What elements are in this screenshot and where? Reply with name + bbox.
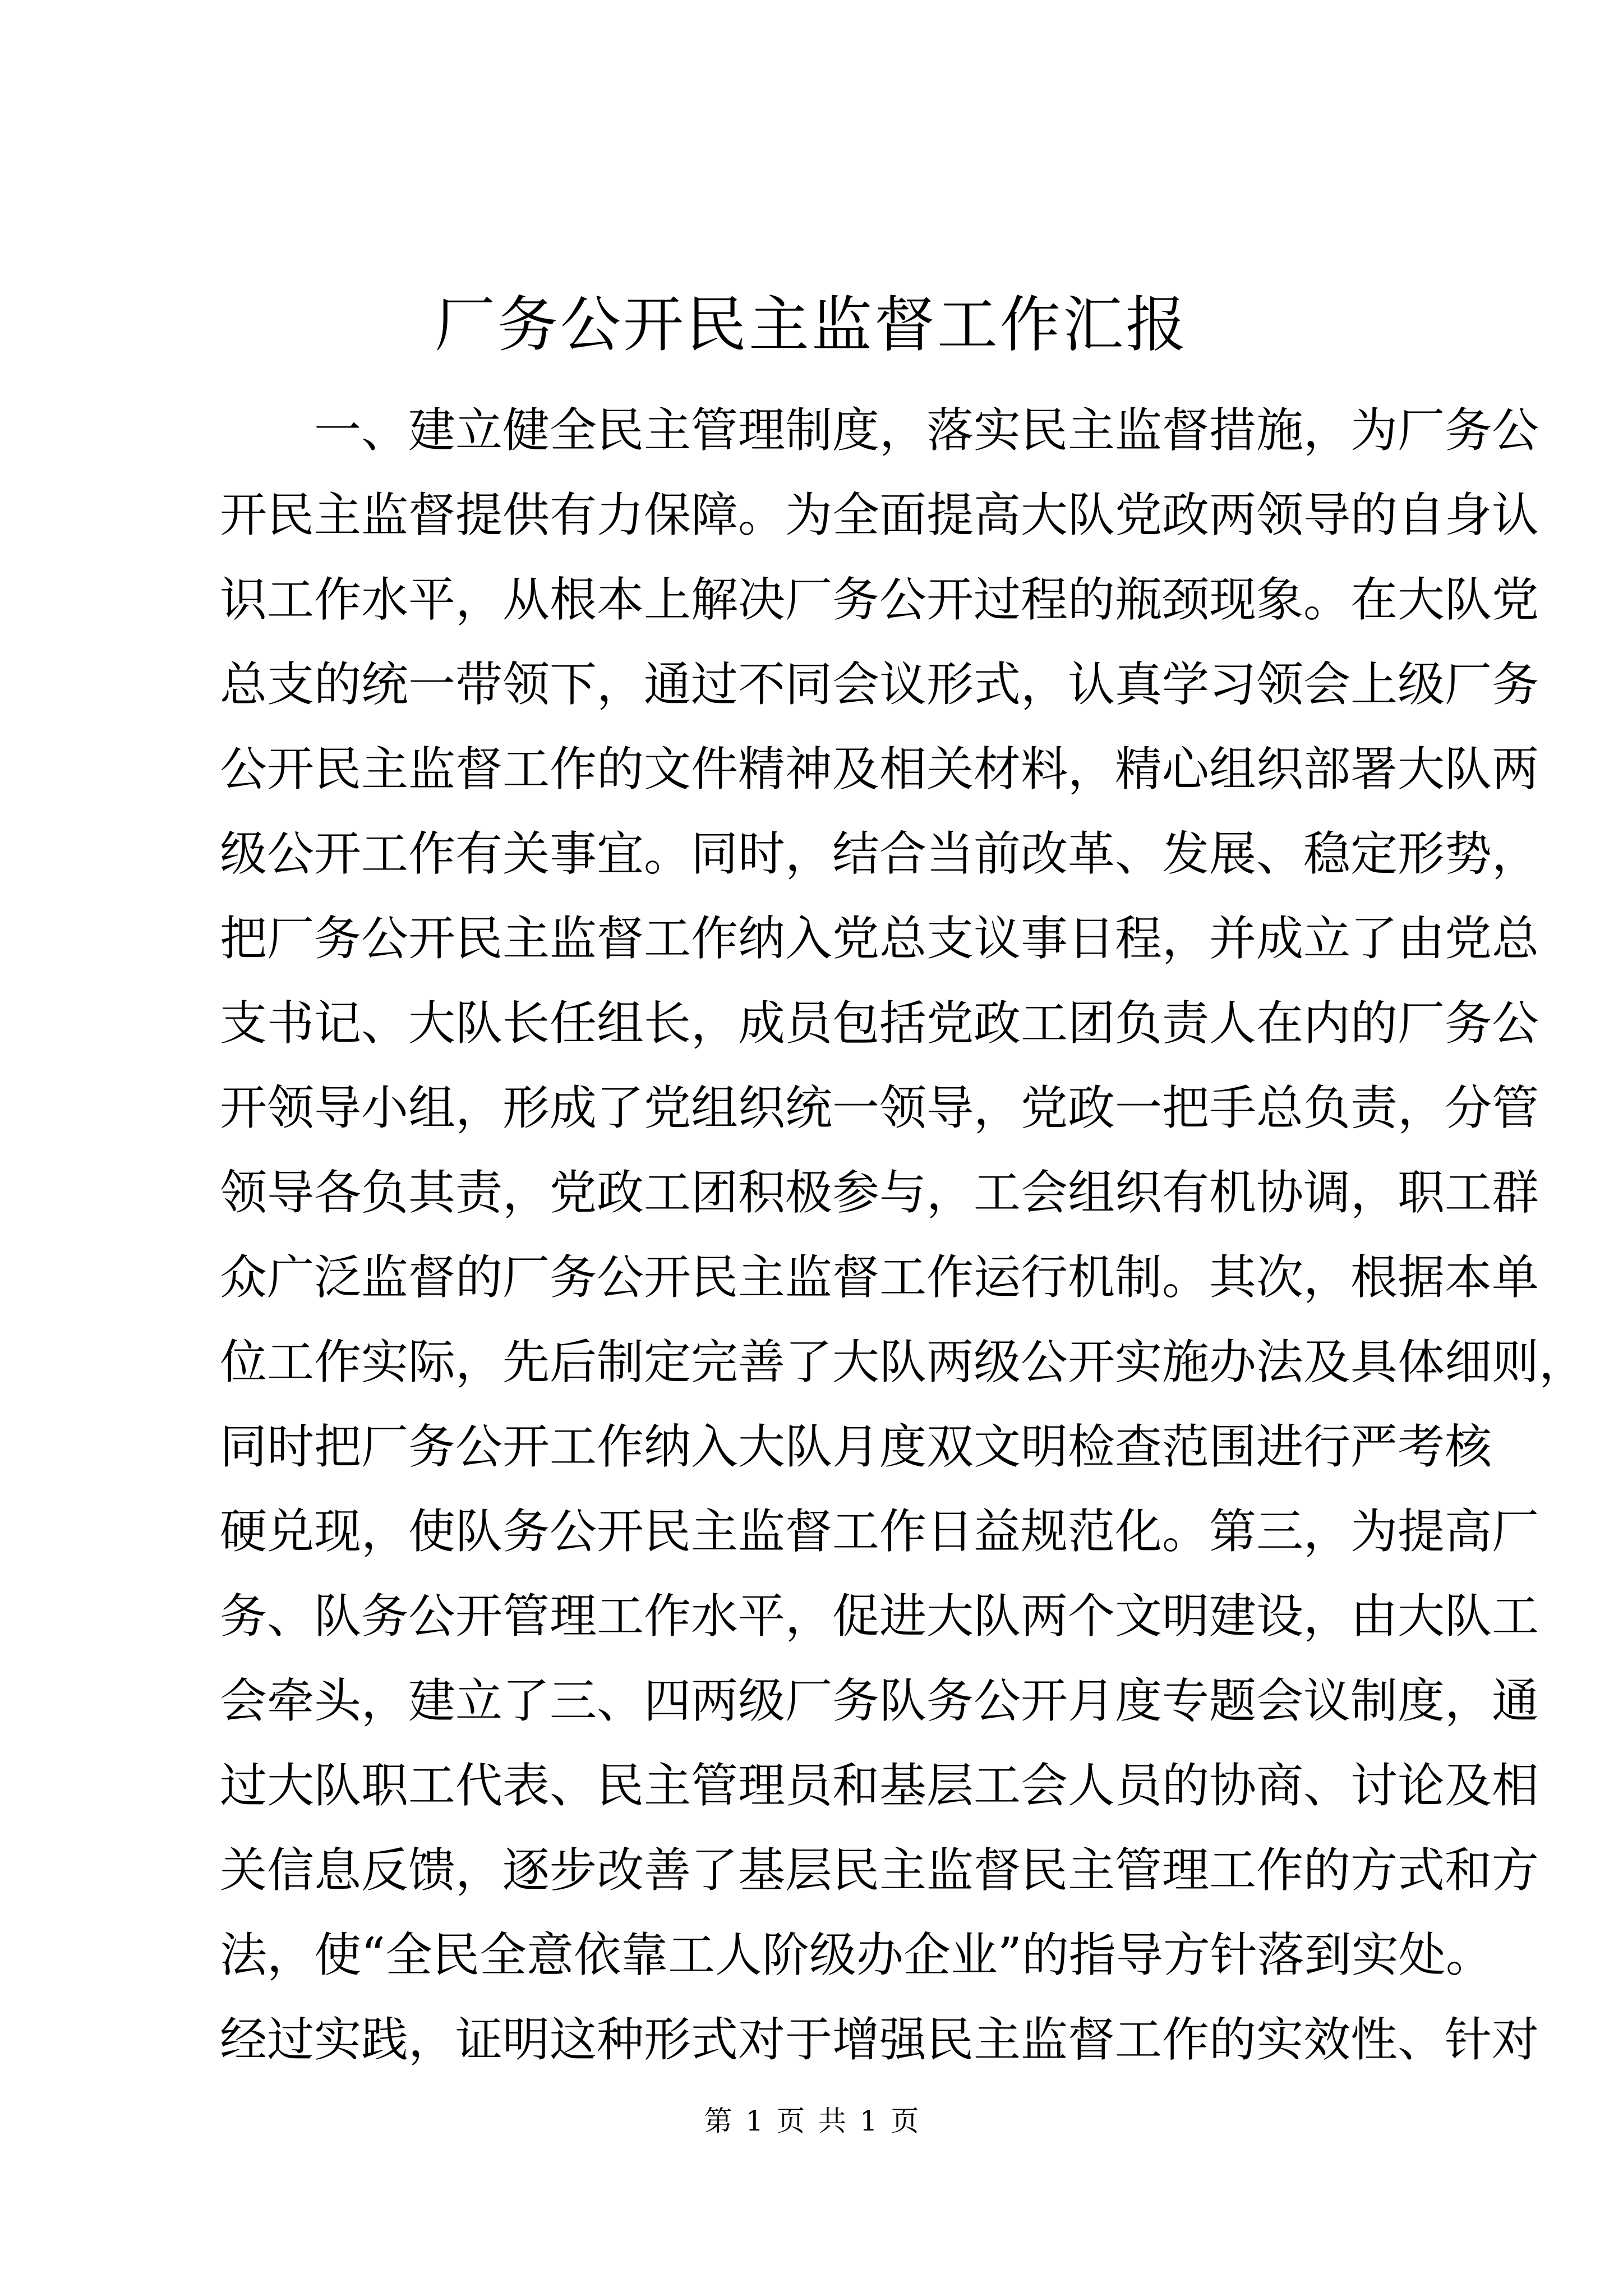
page-number-footer: 第 1 页 共 1 页 [704,2105,919,2137]
body-line: 位工作实际，先后制定完善了大队两级公开实施办法及具体细则， [220,1335,1587,1389]
body-line: 同时把厂务公开工作纳入大队月度双文明检查范围进行严考核 [220,1419,1492,1474]
body-line: 领导各负其责，党政工团积极参与，工会组织有机协调，职工群 [220,1165,1539,1220]
body-line: 识工作水平，从根本上解决厂务公开过程的瓶颈现象。在大队党 [220,572,1539,627]
body-line: 支书记、大队长任组长，成员包括党政工团负责人在内的厂务公 [220,996,1539,1051]
body-line: 一、建立健全民主管理制度，落实民主监督措施，为厂务公 [314,403,1539,458]
body-line: 务、队务公开管理工作水平，促进大队两个文明建设，由大队工 [220,1589,1539,1644]
body-line: 级公开工作有关事宜。同时，结合当前改革、发展、稳定形势， [220,826,1539,881]
body-line: 开领导小组，形成了党组织统一领导，党政一把手总负责，分管 [220,1080,1539,1135]
body-line: 关信息反馈，逐步改善了基层民主监督民主管理工作的方式和方 [220,1843,1539,1898]
body-line: 会牵头，建立了三、四两级厂务队务公开月度专题会议制度，通 [220,1673,1539,1728]
body-line: 众广泛监督的厂务公开民主监督工作运行机制。其次，根据本单 [220,1250,1539,1305]
body-line: 把厂务公开民主监督工作纳入党总支议事日程，并成立了由党总 [220,911,1539,966]
body-line: 开民主监督提供有力保障。为全面提高大队党政两领导的自身认 [220,487,1539,542]
body-line: 过大队职工代表、民主管理员和基层工会人员的协商、讨论及相 [220,1758,1539,1813]
body-line: 经过实践，证明这种形式对于增强民主监督工作的实效性、针对 [220,2012,1539,2067]
body-line: 总支的统一带领下，通过不同会议形式，认真学习领会上级厂务 [220,657,1539,712]
body-line: 公开民主监督工作的文件精神及相关材料，精心组织部署大队两 [220,742,1539,797]
body-line: 硬兑现，使队务公开民主监督工作日益规范化。第三，为提高厂 [220,1504,1539,1559]
document-body [220,388,1587,2082]
document-title: 厂务公开民主监督工作汇报 [434,290,1188,360]
body-line: 法，使“全民全意依靠工人阶级办企业”的指导方针落到实处。 [220,1927,1493,1982]
